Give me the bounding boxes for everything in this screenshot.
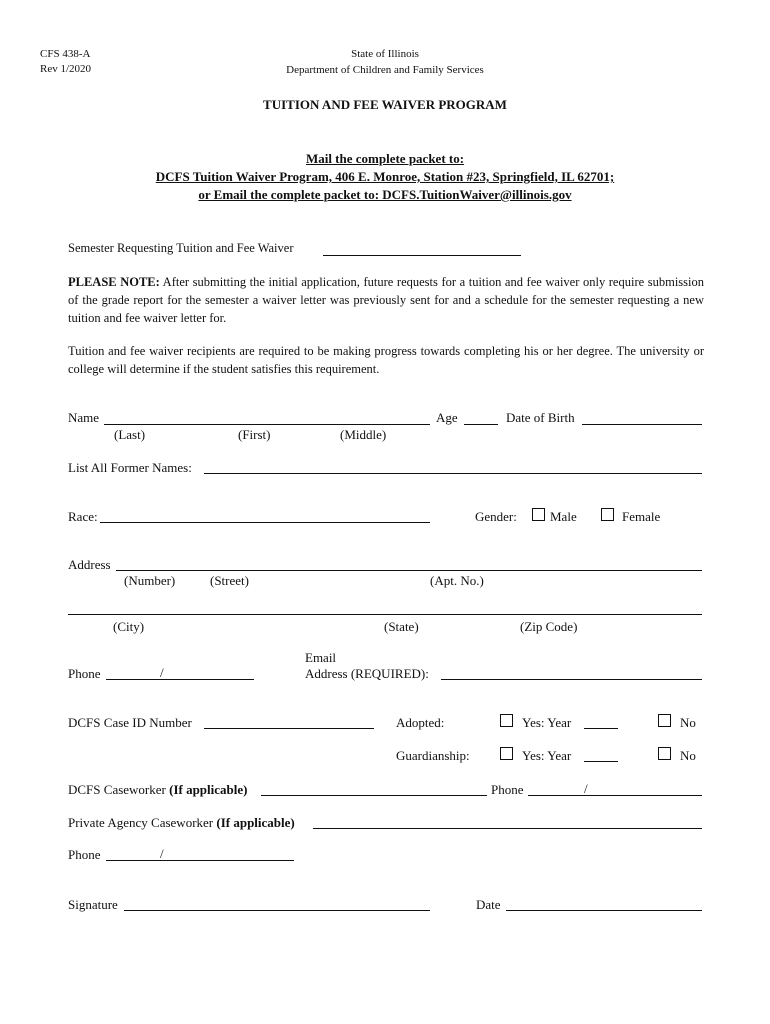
mailing-line-3: or Email the complete packet to: DCFS.TuitionWaiver@illinois.gov bbox=[198, 187, 572, 202]
first-caption: (First) bbox=[238, 427, 271, 442]
female-label: Female bbox=[622, 509, 661, 524]
date-label: Date bbox=[476, 897, 501, 912]
please-note bbox=[68, 273, 704, 327]
caseworker-label bbox=[68, 782, 247, 798]
guardianship-yes-label: Yes: Year bbox=[522, 748, 572, 763]
email-label-1: Email bbox=[305, 650, 337, 665]
race-label: Race: bbox=[68, 509, 98, 524]
city-caption: (City) bbox=[113, 619, 145, 634]
private-phone-label: Phone bbox=[68, 847, 101, 862]
age-field[interactable] bbox=[464, 424, 498, 425]
state-caption: (State) bbox=[384, 619, 419, 634]
address-field[interactable] bbox=[116, 570, 702, 571]
phone-label: Phone bbox=[68, 666, 101, 681]
middle-caption: (Middle) bbox=[340, 427, 387, 442]
form-revision: Rev 1/2020 bbox=[40, 63, 92, 75]
zip-caption: (Zip Code) bbox=[520, 619, 578, 634]
race-field[interactable] bbox=[100, 522, 430, 523]
form-id: CFS 438-A bbox=[40, 48, 91, 60]
adopted-no-checkbox[interactable] bbox=[658, 714, 671, 727]
private-caseworker-if-applicable: (If applicable) bbox=[216, 815, 295, 830]
last-caption: (Last) bbox=[114, 427, 146, 442]
name-label: Name bbox=[68, 410, 100, 425]
male-checkbox[interactable] bbox=[532, 508, 545, 521]
former-names-field[interactable] bbox=[204, 473, 702, 474]
guardianship-year-field[interactable] bbox=[584, 761, 618, 762]
private-caseworker-label-text: Private Agency Caseworker bbox=[68, 815, 217, 830]
adopted-year-field[interactable] bbox=[584, 728, 618, 729]
male-label: Male bbox=[550, 509, 577, 524]
name-field[interactable] bbox=[104, 424, 430, 425]
number-caption: (Number) bbox=[124, 573, 176, 588]
state-name: State of Illinois bbox=[351, 48, 419, 60]
gender-label: Gender: bbox=[475, 509, 517, 524]
semester-label: Semester Requesting Tuition and Fee Waiver bbox=[68, 241, 294, 255]
street-caption: (Street) bbox=[210, 573, 249, 588]
dob-label: Date of Birth bbox=[506, 410, 575, 425]
please-note-label: PLEASE NOTE: bbox=[68, 275, 160, 289]
page-title: TUITION AND FEE WAIVER PROGRAM bbox=[263, 97, 507, 112]
signature-field[interactable] bbox=[124, 910, 430, 911]
female-checkbox[interactable] bbox=[601, 508, 614, 521]
adopted-label: Adopted: bbox=[396, 715, 445, 730]
private-phone-separator: / bbox=[160, 846, 164, 861]
adopted-yes-label: Yes: Year bbox=[522, 715, 572, 730]
private-caseworker-field[interactable] bbox=[313, 828, 702, 829]
progress-note: Tuition and fee waiver recipients are required to be making progress towards completing his or her degree. The university or college will determine if the student satisfies this requirement. bbox=[68, 344, 704, 376]
caseworker-phone-separator: / bbox=[584, 781, 588, 796]
address-label: Address bbox=[68, 557, 111, 572]
case-id-label: DCFS Case ID Number bbox=[68, 715, 192, 730]
guardianship-yes-checkbox[interactable] bbox=[500, 747, 513, 760]
semester-field[interactable] bbox=[323, 255, 521, 256]
caseworker-label-text: DCFS Caseworker bbox=[68, 782, 170, 797]
former-names-label: List All Former Names: bbox=[68, 460, 192, 475]
caseworker-phone-label: Phone bbox=[491, 782, 524, 797]
phone-field[interactable] bbox=[106, 679, 254, 680]
caseworker-if-applicable: (If applicable) bbox=[169, 782, 248, 797]
caseworker-field[interactable] bbox=[261, 795, 487, 796]
please-note-text: After submitting the initial application, future requests for a tuition and fee waiver only require submission of the grade report for the semester a waiver letter was previously sent for and a schedule for the semester requesting a new tuition and fee waiver letter for. bbox=[68, 275, 704, 325]
department-name: Department of Children and Family Services bbox=[286, 64, 484, 76]
phone-separator: / bbox=[160, 665, 164, 680]
signature-label: Signature bbox=[68, 897, 118, 912]
caseworker-phone-field[interactable] bbox=[528, 795, 702, 796]
email-field[interactable] bbox=[441, 679, 702, 680]
apt-caption: (Apt. No.) bbox=[430, 573, 484, 588]
adopted-no-label: No bbox=[680, 715, 696, 730]
guardianship-label: Guardianship: bbox=[396, 748, 470, 763]
mailing-line-2: DCFS Tuition Waiver Program, 406 E. Monroe, Station #23, Springfield, IL 62701; bbox=[155, 169, 615, 184]
date-field[interactable] bbox=[506, 910, 702, 911]
private-phone-field[interactable] bbox=[106, 860, 294, 861]
email-label-2: Address (REQUIRED): bbox=[305, 666, 429, 681]
private-caseworker-label bbox=[68, 815, 295, 831]
age-label: Age bbox=[436, 410, 458, 425]
dob-field[interactable] bbox=[582, 424, 702, 425]
guardianship-no-label: No bbox=[680, 748, 696, 763]
mailing-line-1: Mail the complete packet to: bbox=[305, 151, 465, 166]
guardianship-no-checkbox[interactable] bbox=[658, 747, 671, 760]
case-id-field[interactable] bbox=[204, 728, 374, 729]
adopted-yes-checkbox[interactable] bbox=[500, 714, 513, 727]
city-state-zip-field[interactable] bbox=[68, 614, 702, 615]
